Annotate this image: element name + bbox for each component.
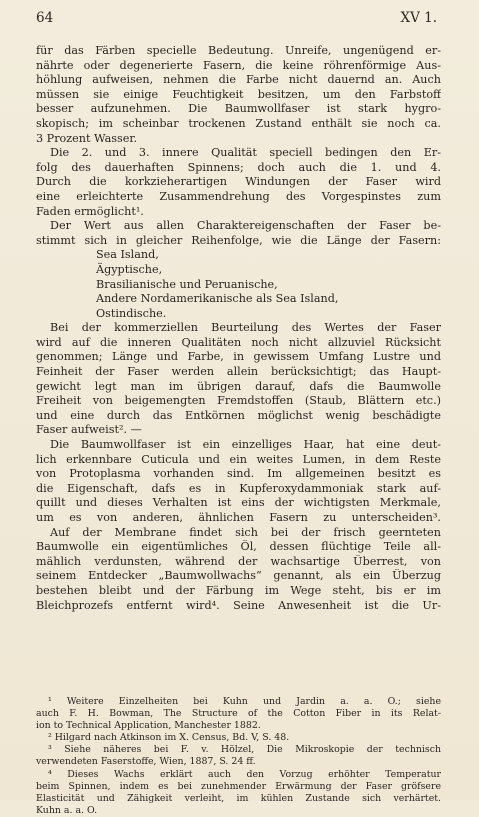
list-item: Brasilianische und Peruanische, xyxy=(96,277,278,291)
text-line: Bleichprozefs entfernt wird⁴. Seine Anwesenheit ist die Ur- xyxy=(36,598,441,612)
text-line: und eine durch das Entkörnen möglichst wenig beschädigte xyxy=(36,408,441,422)
text-line: stimmt sich in gleicher Reihenfolge, wie die Länge der Fasern: xyxy=(36,233,441,247)
text-line: genommen; Länge und Farbe, in gewissem Umfang Lustre und xyxy=(36,350,441,364)
text-line: skopisch; im scheinbar trockenen Zustand enthält sie noch ca. xyxy=(36,116,441,130)
text-line: die Eigenschaft, dafs es in Kupferoxydammoniak stark auf- xyxy=(36,481,441,495)
text-line: wird auf die inneren Qualitäten noch nicht allzuviel Rücksicht xyxy=(36,335,441,349)
body-text xyxy=(36,44,441,613)
text-line: Die Baumwollfaser ist ein einzelliges Haar, hat eine deut- xyxy=(50,438,441,452)
text-line: nährte oder degenerierte Fasern, die keine röhrenförmige Aus- xyxy=(36,58,441,72)
text-line: besser aufzunehmen. Die Baumwollfaser ist stark hygro- xyxy=(36,102,441,116)
text-line: von Protoplasma vorhanden sind. Im allgemeinen besitzt es xyxy=(36,467,441,481)
text-line: Die 2. und 3. innere Qualität speciell bedingen den Er- xyxy=(50,146,441,160)
footnote-line: verwendeten Faserstoffe, Wien, 1887, S. 24 ff. xyxy=(36,756,256,768)
footnote-line: ¹ Weitere Einzelheiten bei Kuhn und Jardin a. a. O.; siehe xyxy=(48,696,441,707)
list-item: Andere Nordamerikanische als Sea Island, xyxy=(96,292,339,306)
footnote-line: Elasticität und Zähigkeit verleiht, im kühlen Zustande sich verhärtet. xyxy=(36,792,441,804)
paragraph-block-2 xyxy=(36,321,441,613)
text-line: lich erkennbare Cuticula und ein weites Lumen, in dem Reste xyxy=(36,452,441,466)
text-line: seinem Entdecker „Baumwollwachs“ genannt, als ein Überzug xyxy=(36,569,441,583)
footnote-line: ⁴ Dieses Wachs erklärt auch den Vorzug erhöhter Temperatur xyxy=(48,768,441,780)
page-number: 64 xyxy=(36,10,54,26)
text-line: quillt und dieses Verhalten ist eins der wichtigsten Merkmale, xyxy=(36,496,441,510)
text-line: Feinheit der Faser werden allein berücksichtigt; das Haupt- xyxy=(36,365,441,379)
text-line: gewicht legt man im übrigen darauf, dafs die Baumwolle xyxy=(36,379,441,393)
running-head: XV 1. xyxy=(400,10,437,26)
text-line: mählich verdunsten, während der wachsartige Überrest, von xyxy=(36,554,441,568)
footnote-line: ³ Siehe näheres bei F. v. Hölzel, Die Mikroskopie der technisch xyxy=(48,744,441,756)
list-item: Ostindische. xyxy=(96,306,167,320)
text-line: Durch die korkzieherartigen Windungen der Faser wird xyxy=(36,175,441,189)
text-line: höhlung aufweisen, nehmen die Farbe nicht dauernd an. Auch xyxy=(36,73,441,87)
text-line: Bei der kommerziellen Beurteilung des Wertes der Faser xyxy=(50,321,441,335)
text-line: für das Färben specielle Bedeutung. Unreife, ungenügend er- xyxy=(36,44,441,57)
footnote-line: auch F. H. Bowman, The Structure of the Cotton Fiber in its Relat- xyxy=(36,708,441,720)
footnotes xyxy=(36,696,441,817)
page-header xyxy=(36,10,437,26)
text-line: folg des dauerhaften Spinnens; doch auch die 1. und 4. xyxy=(36,160,441,174)
text-line: um es von anderen, ähnlichen Fasern zu unterscheiden³. xyxy=(36,511,441,524)
text-line: müssen sie einige Feuchtigkeit besitzen, um den Farbstoff xyxy=(36,87,441,101)
list-item: Sea Island, xyxy=(96,248,159,262)
footnote-line: ion to Technical Application, Manchester 1882. xyxy=(36,720,261,732)
footnote-line: Kuhn a. a. O. xyxy=(36,804,98,816)
text-line: eine erleichterte Zusammendrehung des Vorgespinstes zum xyxy=(36,189,441,203)
list-item: Ägyptische, xyxy=(96,262,163,276)
text-line: Faser aufweist². — xyxy=(36,423,142,437)
footnote-line: ² Hilgard nach Atkinson im X. Census, Bd. V, S. 48. xyxy=(48,732,290,744)
text-line: Baumwolle ein eigentümliches Öl, dessen flüchtige Teile all- xyxy=(36,540,441,554)
text-line: 3 Prozent Wasser. xyxy=(36,131,138,145)
text-line: Freiheit von beigemengten Fremdstoffen (Staub, Blättern etc.) xyxy=(36,394,441,408)
text-line: Auf der Membrane findet sich bei der frisch geernteten xyxy=(50,525,441,539)
footnote-line: beim Spinnen, indem es bei zunehmender Erwärmung der Faser gröfsere xyxy=(36,780,441,792)
text-line: Faden ermöglicht¹. xyxy=(36,204,144,218)
fiber-ranking-list xyxy=(36,248,441,321)
text-line: Der Wert aus allen Charaktereigenschaften der Faser be- xyxy=(50,219,441,233)
text-line: bestehen bleibt und der Färbung im Wege steht, bis er im xyxy=(36,583,441,597)
paragraph-block-1 xyxy=(36,44,441,248)
footnote-rule xyxy=(36,693,441,694)
